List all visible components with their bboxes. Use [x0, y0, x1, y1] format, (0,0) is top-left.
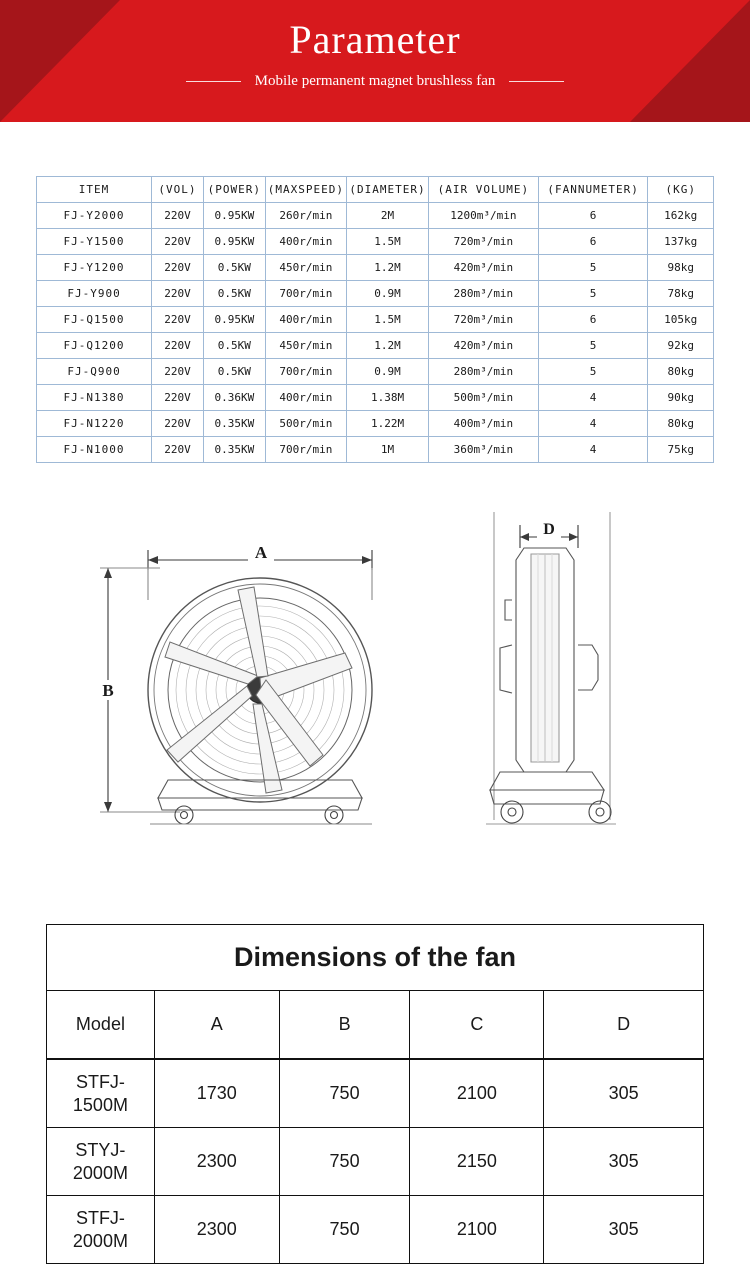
- dimensions-model-cell: STYJ- 2000M: [47, 1128, 155, 1196]
- spec-cell: 0.35KW: [203, 437, 265, 463]
- spec-column-header: (MAXSPEED): [265, 177, 346, 203]
- spec-cell: 400r/min: [265, 229, 346, 255]
- spec-cell: 220V: [152, 229, 204, 255]
- spec-cell: 220V: [152, 385, 204, 411]
- table-header-row: [47, 991, 704, 1059]
- dimensions-caption: Dimensions of the fan: [47, 925, 704, 991]
- spec-cell: 0.5KW: [203, 359, 265, 385]
- table-row: [37, 281, 714, 307]
- spec-cell: 0.5KW: [203, 255, 265, 281]
- dimensions-column-header: Model: [47, 991, 155, 1059]
- table-row: [47, 1196, 704, 1264]
- spec-cell: 400m³/min: [429, 411, 539, 437]
- dimensions-value-cell: 1730: [154, 1060, 279, 1128]
- spec-cell: 0.35KW: [203, 411, 265, 437]
- spec-cell: 0.36KW: [203, 385, 265, 411]
- spec-cell: 6: [538, 307, 648, 333]
- spec-cell: FJ-Y1200: [37, 255, 152, 281]
- spec-cell: 0.5KW: [203, 281, 265, 307]
- spec-cell: 700r/min: [265, 359, 346, 385]
- spec-cell: 1.5M: [347, 229, 429, 255]
- dimensions-model-cell: STFJ- 2000M: [47, 1196, 155, 1264]
- spec-cell: 2M: [347, 203, 429, 229]
- spec-cell: 137kg: [648, 229, 714, 255]
- spec-cell: 720m³/min: [429, 307, 539, 333]
- spec-cell: 6: [538, 229, 648, 255]
- dimensions-column-header: D: [544, 991, 704, 1059]
- spec-cell: FJ-Q1500: [37, 307, 152, 333]
- spec-cell: FJ-Y900: [37, 281, 152, 307]
- spec-cell: 80kg: [648, 359, 714, 385]
- spec-cell: 5: [538, 281, 648, 307]
- spec-cell: 220V: [152, 281, 204, 307]
- spec-column-header: (POWER): [203, 177, 265, 203]
- spec-column-header: (AIR VOLUME): [429, 177, 539, 203]
- spec-cell: 220V: [152, 307, 204, 333]
- table-row: [37, 307, 714, 333]
- spec-cell: 5: [538, 359, 648, 385]
- dimension-label-d: D: [543, 521, 555, 538]
- spec-cell: 1200m³/min: [429, 203, 539, 229]
- spec-cell: 420m³/min: [429, 333, 539, 359]
- spec-cell: 92kg: [648, 333, 714, 359]
- spec-cell: FJ-Y1500: [37, 229, 152, 255]
- spec-cell: 0.95KW: [203, 203, 265, 229]
- spec-cell: 5: [538, 333, 648, 359]
- dimensions-value-cell: 2300: [154, 1196, 279, 1264]
- dimension-label-a: A: [254, 543, 268, 562]
- dimensions-value-cell: 2100: [410, 1196, 544, 1264]
- dimensions-caption-row: [47, 925, 704, 991]
- spec-table-head: [37, 177, 714, 203]
- fan-dimension-diagram: [0, 490, 750, 870]
- spec-cell: FJ-N1000: [37, 437, 152, 463]
- spec-cell: 0.9M: [347, 359, 429, 385]
- spec-column-header: (KG): [648, 177, 714, 203]
- spec-cell: 720m³/min: [429, 229, 539, 255]
- spec-cell: 4: [538, 411, 648, 437]
- spec-cell: 80kg: [648, 411, 714, 437]
- spec-cell: 220V: [152, 203, 204, 229]
- table-row: [37, 385, 714, 411]
- spec-cell: FJ-N1380: [37, 385, 152, 411]
- spec-cell: 78kg: [648, 281, 714, 307]
- spec-cell: 450r/min: [265, 255, 346, 281]
- spec-cell: 400r/min: [265, 307, 346, 333]
- spec-cell: 4: [538, 437, 648, 463]
- spec-cell: 0.9M: [347, 281, 429, 307]
- table-row: [37, 411, 714, 437]
- spec-cell: 1.38M: [347, 385, 429, 411]
- spec-cell: 280m³/min: [429, 359, 539, 385]
- spec-cell: 4: [538, 385, 648, 411]
- table-row: [37, 437, 714, 463]
- spec-cell: 75kg: [648, 437, 714, 463]
- spec-cell: 220V: [152, 437, 204, 463]
- table-header-row: [37, 177, 714, 203]
- dimensions-value-cell: 750: [279, 1128, 410, 1196]
- spec-cell: 220V: [152, 333, 204, 359]
- spec-cell: 400r/min: [265, 385, 346, 411]
- spec-column-header: (FANNUMETER): [538, 177, 648, 203]
- spec-cell: FJ-Y2000: [37, 203, 152, 229]
- dimensions-table-container: [46, 924, 704, 1264]
- dimension-label-b: B: [102, 681, 114, 700]
- dimensions-value-cell: 2150: [410, 1128, 544, 1196]
- spec-table-container: [36, 176, 714, 463]
- spec-cell: 450r/min: [265, 333, 346, 359]
- page-title: Parameter: [289, 17, 461, 62]
- dimensions-value-cell: 305: [544, 1196, 704, 1264]
- spec-cell: 280m³/min: [429, 281, 539, 307]
- spec-cell: 0.5KW: [203, 333, 265, 359]
- dimensions-value-cell: 750: [279, 1060, 410, 1128]
- rule-left: [186, 81, 241, 82]
- spec-cell: 90kg: [648, 385, 714, 411]
- table-row: [37, 255, 714, 281]
- table-row: [47, 1060, 704, 1128]
- spec-column-header: (VOL): [152, 177, 204, 203]
- dimensions-value-cell: 2300: [154, 1128, 279, 1196]
- rule-right: [509, 81, 564, 82]
- dimensions-data-table: [46, 1059, 704, 1264]
- table-row: [37, 229, 714, 255]
- spec-cell: 1.2M: [347, 333, 429, 359]
- dimensions-table-body: [47, 925, 704, 1059]
- diagram-svg: [0, 490, 750, 870]
- spec-cell: 98kg: [648, 255, 714, 281]
- spec-cell: 500r/min: [265, 411, 346, 437]
- spec-cell: FJ-N1220: [37, 411, 152, 437]
- spec-cell: 0.95KW: [203, 229, 265, 255]
- spec-cell: 220V: [152, 255, 204, 281]
- spec-cell: 1.5M: [347, 307, 429, 333]
- spec-cell: 1M: [347, 437, 429, 463]
- spec-cell: 162kg: [648, 203, 714, 229]
- spec-cell: FJ-Q1200: [37, 333, 152, 359]
- dimensions-table: [46, 924, 704, 1059]
- spec-cell: 700r/min: [265, 281, 346, 307]
- header-subtitle-row: [0, 73, 750, 90]
- dimensions-value-cell: 305: [544, 1128, 704, 1196]
- spec-cell: 220V: [152, 411, 204, 437]
- spec-cell: FJ-Q900: [37, 359, 152, 385]
- dimensions-column-header: A: [154, 991, 279, 1059]
- dimensions-model-cell: STFJ- 1500M: [47, 1060, 155, 1128]
- spec-cell: 1.2M: [347, 255, 429, 281]
- spec-cell: 700r/min: [265, 437, 346, 463]
- spec-cell: 6: [538, 203, 648, 229]
- page-subtitle: Mobile permanent magnet brushless fan: [254, 73, 496, 89]
- spec-column-header: ITEM: [37, 177, 152, 203]
- spec-cell: 5: [538, 255, 648, 281]
- spec-cell: 105kg: [648, 307, 714, 333]
- table-row: [47, 1128, 704, 1196]
- spec-cell: 420m³/min: [429, 255, 539, 281]
- page-header: [0, 0, 750, 122]
- spec-cell: 260r/min: [265, 203, 346, 229]
- dimensions-value-cell: 305: [544, 1060, 704, 1128]
- dimensions-data-body: [47, 1060, 704, 1264]
- spec-cell: 500m³/min: [429, 385, 539, 411]
- spec-table-body: [37, 203, 714, 463]
- table-row: [37, 333, 714, 359]
- spec-cell: 220V: [152, 359, 204, 385]
- dimensions-value-cell: 2100: [410, 1060, 544, 1128]
- spec-cell: 0.95KW: [203, 307, 265, 333]
- dimensions-column-header: C: [410, 991, 544, 1059]
- spec-column-header: (DIAMETER): [347, 177, 429, 203]
- dimensions-column-header: B: [279, 991, 410, 1059]
- spec-cell: 1.22M: [347, 411, 429, 437]
- dimensions-value-cell: 750: [279, 1196, 410, 1264]
- spec-table: [36, 176, 714, 463]
- table-row: [37, 203, 714, 229]
- table-row: [37, 359, 714, 385]
- spec-cell: 360m³/min: [429, 437, 539, 463]
